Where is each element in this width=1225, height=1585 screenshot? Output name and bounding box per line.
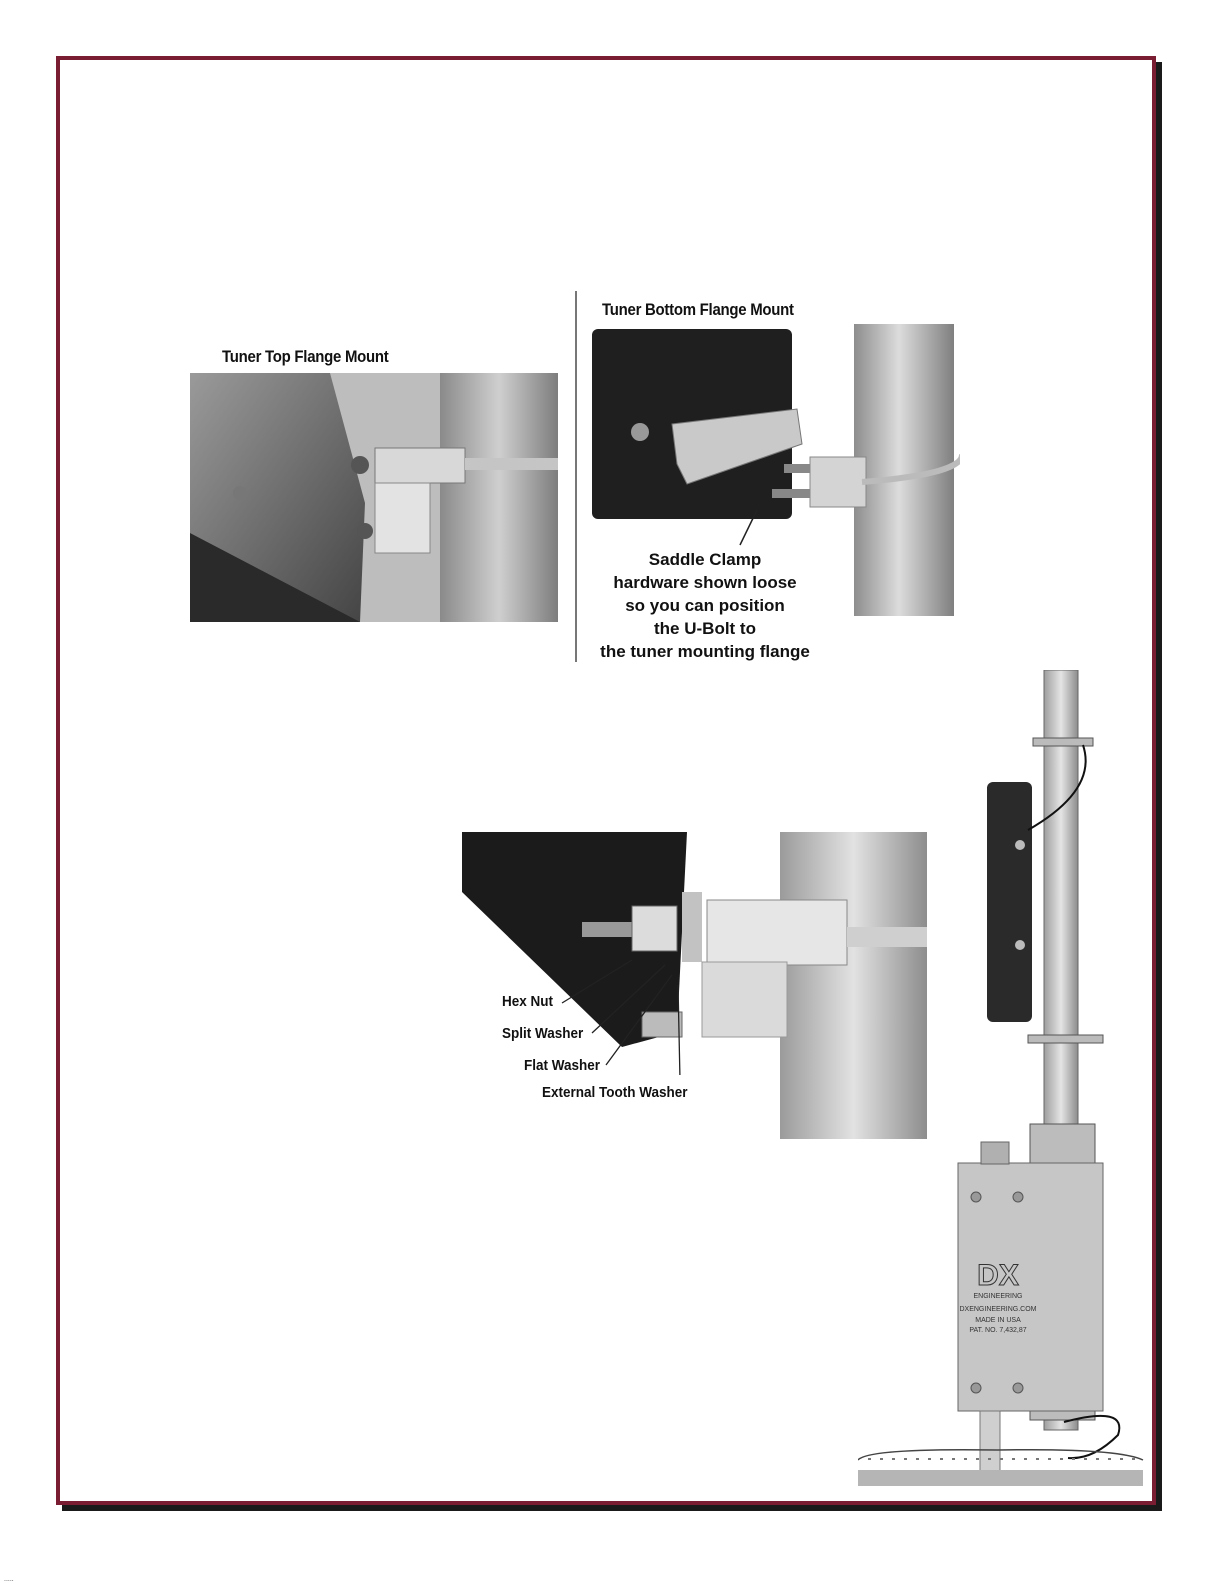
saddle-clamp-note (595, 548, 815, 663)
split-washer-label: Split Washer (502, 1025, 584, 1042)
device-made-in: MADE IN USA (975, 1317, 1021, 1324)
saddle-note-pointer (735, 505, 775, 550)
hardware-pointer-lines (560, 955, 700, 1075)
flat-washer-label: Flat Washer (524, 1057, 601, 1074)
vertical-divider (575, 291, 577, 662)
device-patent: PAT. NO. 7,432,87 (969, 1327, 1027, 1334)
bottom-flange-caption: Tuner Bottom Flange Mount (602, 300, 794, 319)
external-tooth-washer-label: External Tooth Washer (542, 1084, 688, 1101)
saddle-note-line-2: hardware shown loose (613, 573, 797, 592)
saddle-note-line-3: so you can position (625, 596, 785, 615)
hex-nut-label: Hex Nut (502, 993, 554, 1010)
top-flange-photo (190, 373, 558, 622)
footer-mark: ..... (4, 1576, 14, 1583)
top-flange-caption: Tuner Top Flange Mount (222, 347, 389, 366)
device-brand-sub: ENGINEERING (973, 1293, 1023, 1300)
device-brand: DX (977, 1259, 1019, 1292)
device-website: DXENGINEERING.COM (959, 1306, 1037, 1313)
mast-assembly-drawing (858, 670, 1148, 1490)
saddle-note-line-1: Saddle Clamp (648, 550, 762, 569)
saddle-note-line-4: the U-Bolt to (654, 619, 756, 638)
saddle-note-line-5: the tuner mounting flange (600, 642, 810, 661)
